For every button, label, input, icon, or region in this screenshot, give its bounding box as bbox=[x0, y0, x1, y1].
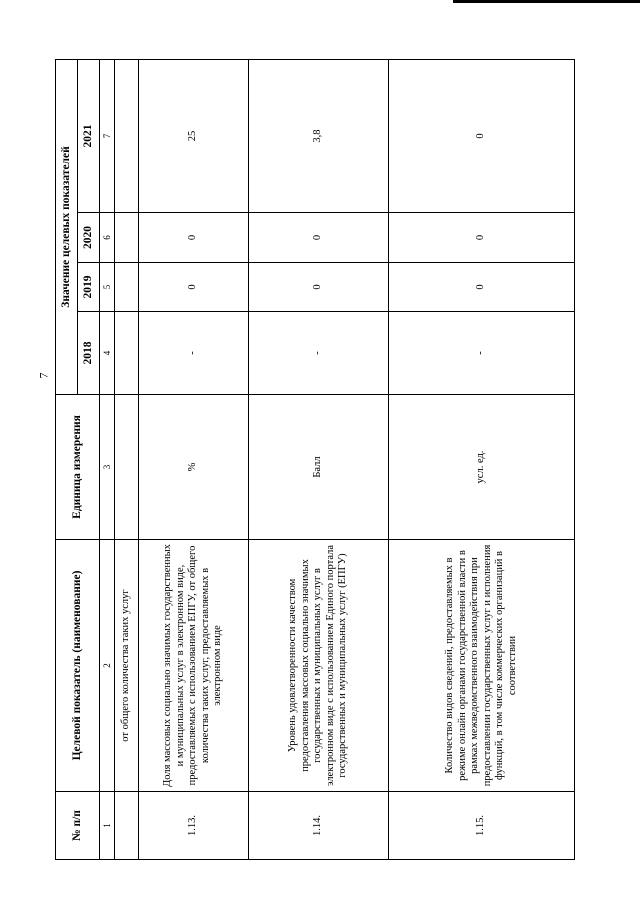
table-row bbox=[115, 60, 139, 860]
header-year-2021: 2021 bbox=[78, 60, 100, 213]
column-number: 1 bbox=[100, 792, 115, 860]
row-value-2020 bbox=[115, 213, 139, 263]
row-num: 1.13. bbox=[139, 792, 249, 860]
row-num: 1.14. bbox=[249, 792, 389, 860]
row-value-2019: 0 bbox=[389, 263, 575, 312]
rotated-table-page bbox=[55, 60, 575, 860]
row-indicator: Уровень удовлетворенности качеством предоставления массовых социально значимых государственных и муниципальных услуг в электронном виде с использованием Единого портала государственных и муниципальных услуг (ЕПГУ) bbox=[249, 540, 389, 792]
page-number: 7 bbox=[36, 372, 51, 379]
header-year-2020: 2020 bbox=[78, 213, 100, 263]
column-number: 6 bbox=[100, 213, 115, 263]
row-unit: Балл bbox=[249, 395, 389, 540]
row-indicator: Количество видов сведений, предоставляемых в режиме онлайн органами государственной власти в рамках межведомственного взаимодействия при предоставлении государственных услуг и исполнения функций, в том числе коммерческих организаций в соответствии bbox=[389, 540, 575, 792]
header-year-2018: 2018 bbox=[78, 312, 100, 395]
row-value-2021: 25 bbox=[139, 60, 249, 213]
row-value-2018: - bbox=[389, 312, 575, 395]
header-unit: Единица измерения bbox=[56, 395, 100, 540]
table-row bbox=[139, 60, 249, 860]
top-rule bbox=[453, 0, 640, 3]
header-values-group: Значение целевых показателей bbox=[56, 60, 78, 395]
row-value-2021 bbox=[115, 60, 139, 213]
row-value-2018: - bbox=[139, 312, 249, 395]
row-unit: % bbox=[139, 395, 249, 540]
row-value-2018 bbox=[115, 312, 139, 395]
header-year-2019: 2019 bbox=[78, 263, 100, 312]
row-value-2020: 0 bbox=[389, 213, 575, 263]
column-number: 3 bbox=[100, 395, 115, 540]
column-number: 4 bbox=[100, 312, 115, 395]
target-indicators-table bbox=[55, 59, 575, 860]
header-num: № п/п bbox=[56, 792, 100, 860]
column-number: 5 bbox=[100, 263, 115, 312]
column-number-row bbox=[100, 60, 115, 860]
row-value-2021: 3,8 bbox=[249, 60, 389, 213]
row-value-2021: 0 bbox=[389, 60, 575, 213]
row-unit: усл. ед. bbox=[389, 395, 575, 540]
column-number: 7 bbox=[100, 60, 115, 213]
row-num bbox=[115, 792, 139, 860]
row-indicator: Доля массовых социально значимых государственных и муниципальных услуг в электронном виде, предоставляемых с использованием ЕПГУ, от общего количества таких услуг, предоставляемых в электронном виде bbox=[139, 540, 249, 792]
row-value-2019: 0 bbox=[249, 263, 389, 312]
row-value-2020: 0 bbox=[249, 213, 389, 263]
row-indicator: от общего количества таких услуг bbox=[115, 540, 139, 792]
table-row bbox=[389, 60, 575, 860]
table-row bbox=[249, 60, 389, 860]
header-indicator: Целевой показатель (наименование) bbox=[56, 540, 100, 792]
row-value-2020: 0 bbox=[139, 213, 249, 263]
row-value-2019: 0 bbox=[139, 263, 249, 312]
row-value-2019 bbox=[115, 263, 139, 312]
row-value-2018: - bbox=[249, 312, 389, 395]
row-unit bbox=[115, 395, 139, 540]
column-number: 2 bbox=[100, 540, 115, 792]
row-num: 1.15. bbox=[389, 792, 575, 860]
